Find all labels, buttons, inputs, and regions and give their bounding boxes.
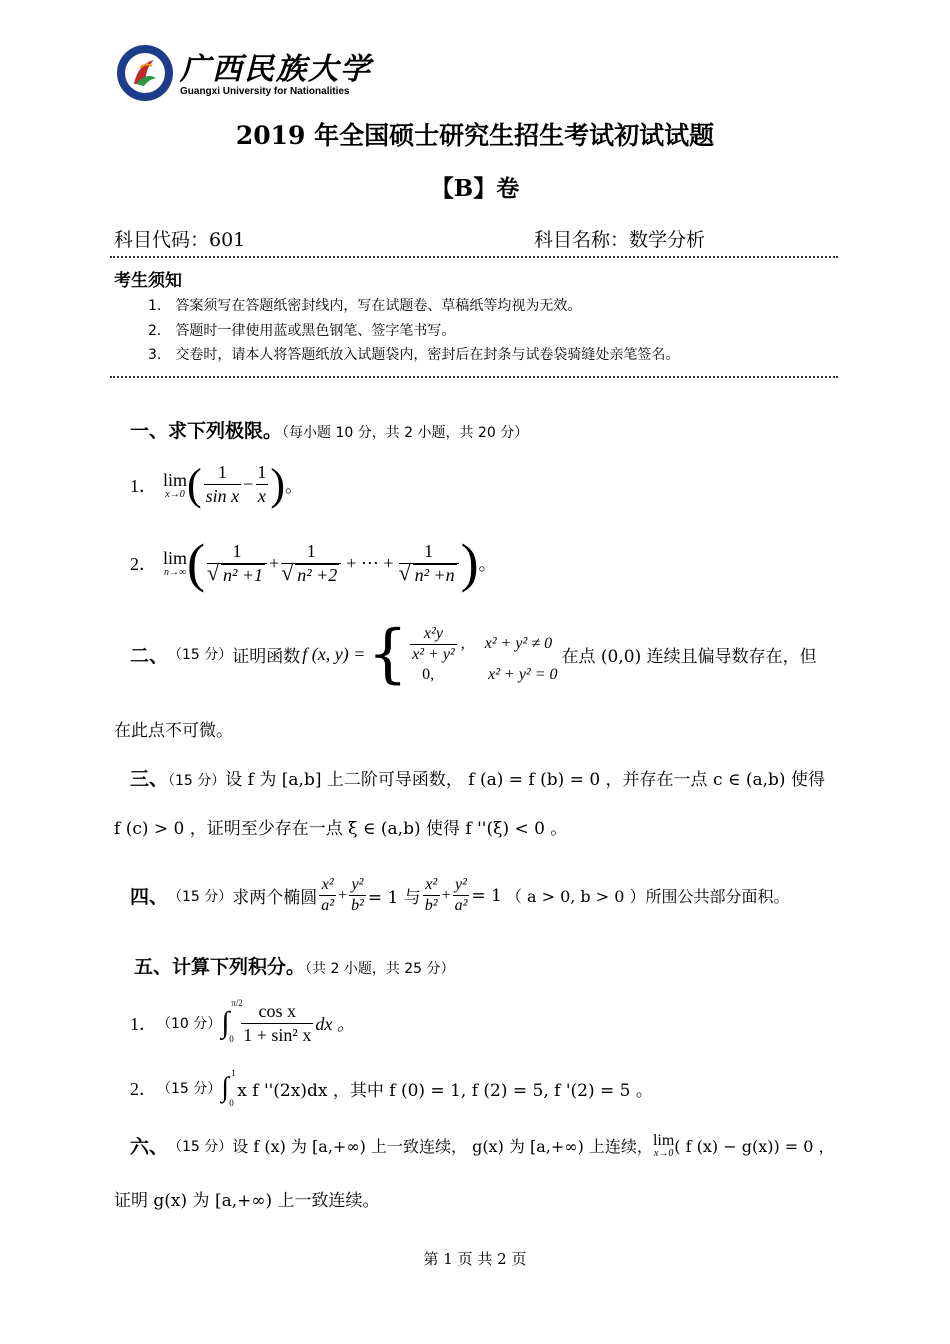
limit: lim n→∞ (163, 548, 188, 578)
question-1-note: （每小题 10 分，共 2 小题，共 20 分） (282, 425, 529, 441)
question-4: 四、 （15 分） 求两个椭圆 $\frac{\text{x²}}{\text{a²}}$ + $\frac{\text{y²}}{\text{b²}}$ = 1 与 $\frac{\text{x²}}{\text{b²}}$ + $\frac{\text{y²}}{\text{a²}}$ = 1 （ a > 0, b > 0 ）所围公共部分面积。 (130, 876, 790, 914)
question-3: 三、（15 分）设 f 为 [a,b] 上二阶可导函数， f (a) = f (b) = 0 ，并存在一点 c ∈ (a,b) 使得 (130, 768, 825, 790)
question-2-title: 二、 (130, 644, 169, 667)
notice-item: 1. 答案须写在答题纸密封线内，写在试题卷、草稿纸等均视为无效。 (148, 298, 582, 314)
part-number: 2． (130, 554, 157, 574)
question-1-heading (130, 416, 528, 443)
question-3-cont: f (c) > 0 ，证明至少存在一点 ξ ∈ (a,b) 使得 f ''(ξ) < 0 。 (114, 819, 568, 839)
question-1-title: 一、求下列极限。 (130, 420, 283, 442)
question-6: 六、 （15 分） 设 f (x) 为 [a,+∞) 上一致连续， g(x) 为 [a,+∞) 上连续， lim x→0 ( f (x) − g(x)) = 0 ， (130, 1132, 835, 1159)
question-1-part-1: 1． lim x→0 ( $\frac{1}{\text{sin x}}$ − $\frac{1}{x}$ ) 。 (130, 459, 303, 509)
divider-top (110, 256, 838, 258)
part-number: 1． (130, 475, 157, 496)
subject-code: 科目代码：601 (114, 229, 246, 251)
page-footer: 第 1 页 共 2 页 (423, 1250, 527, 1268)
question-2: 二、 （15 分） 证明函数 f (x, y) = { $\frac{\text{x²y}}{\text{x² + y²}}$ , x² + y² ≠ 0 0, x² + y² = 0 在点 (0,0) 连续且偏导数存在，但 (130, 617, 817, 691)
question-5-heading: 五、计算下列积分。（共 2 小题，共 25 分） (134, 956, 455, 978)
question-5-part-1: 1． （10 分） ∫ π/2 0 $\frac{\text{cos x}}{\text{1 + sin² x}}$ dx 。 (130, 998, 355, 1045)
question-6-cont: 证明 g(x) 为 [a,+∞) 上一致连续。 (114, 1191, 380, 1211)
divider-bottom (110, 376, 838, 378)
question-5-part-2: 2． （15 分） ∫ 1 0 x f ''(2x)dx ，其中 f (0) = 1, f (2) = 5, f '(2) = 5 。 (130, 1068, 653, 1108)
subject-name: 科目名称：数学分析 (534, 229, 706, 251)
notice-title: 考生须知 (114, 271, 182, 291)
limit: lim x→0 (163, 469, 188, 500)
question-2-score: （15 分） (168, 647, 233, 663)
question-1-part-2: 2． lim n→∞ ( 1 √ n² +1 + 1 √ n² +2 + ⋯ + 1 √ n² +n ) 。 (130, 536, 497, 590)
university-name-en: Guangxi University for Nationalities (180, 86, 350, 97)
question-2-cont: 在此点不可微。 (114, 721, 233, 741)
paper-label: 【B】卷 (430, 175, 520, 202)
exam-title: 2019 年全国硕士研究生招生考试初试试题 (235, 121, 715, 150)
university-name-cn: 广西民族大学 (180, 52, 372, 87)
logo-seal-icon (116, 44, 174, 102)
notice-item: 3. 交卷时，请本人将答题纸放入试题袋内，密封后在封条与试卷袋骑缝处亲笔签名。 (148, 347, 680, 363)
notice-item: 2. 答题时一律使用蓝或黑色钢笔、签字笔书写。 (148, 323, 456, 339)
university-logo (116, 44, 174, 102)
